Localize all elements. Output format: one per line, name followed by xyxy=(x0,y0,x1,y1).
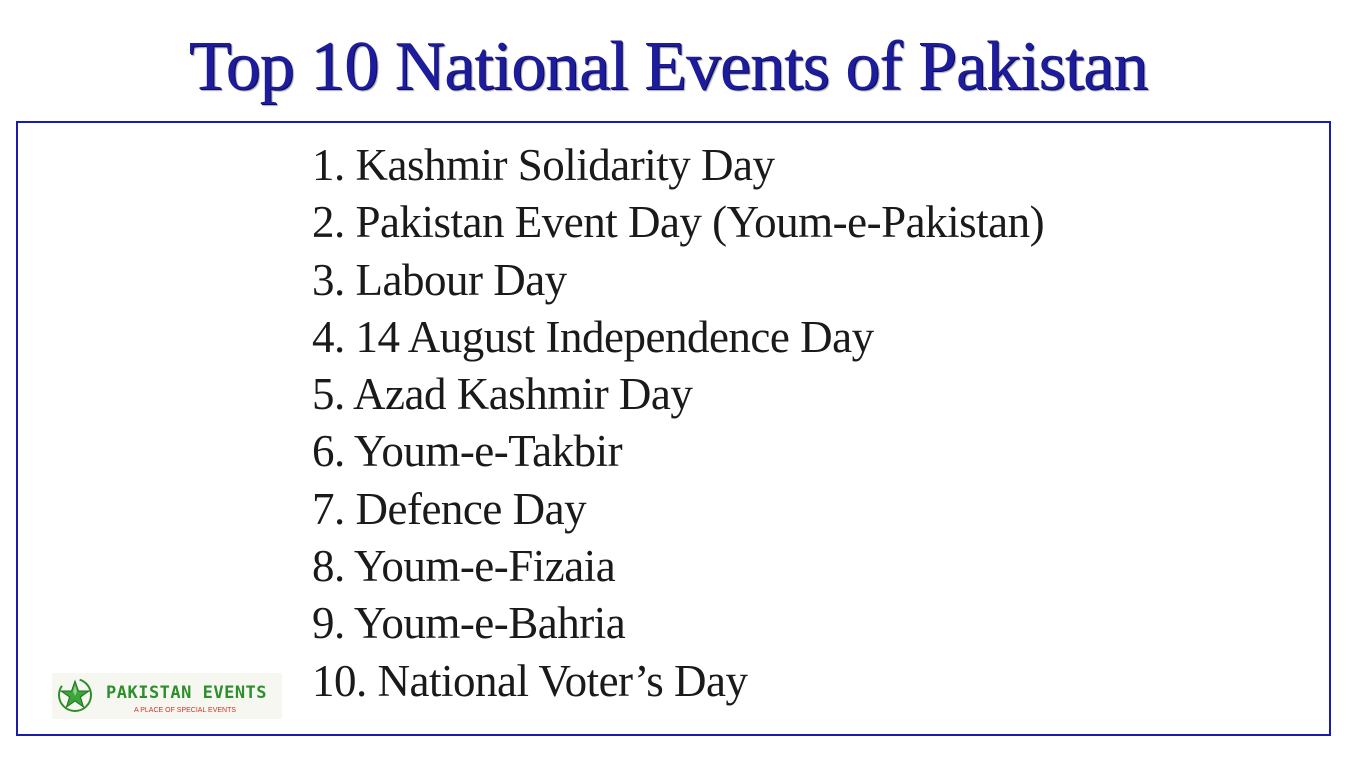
list-item: 7. Defence Day xyxy=(312,483,587,534)
page-title: Top 10 National Events of Pakistan xyxy=(188,28,1148,105)
list-item: 9. Youm-e-Bahria xyxy=(312,598,626,649)
events-list xyxy=(312,137,1044,710)
pakistan-events-logo xyxy=(52,673,282,719)
list-item: 4. 14 August Independence Day xyxy=(312,311,874,362)
list-item: 6. Youm-e-Takbir xyxy=(312,426,623,477)
logo-name: PAKISTAN EVENTS xyxy=(106,683,268,703)
logo-tagline: A PLACE OF SPECIAL EVENTS xyxy=(134,707,237,714)
list-item: 8. Youm-e-Fizaia xyxy=(312,541,616,592)
list-item: 3. Labour Day xyxy=(312,254,567,305)
list-item: 1. Kashmir Solidarity Day xyxy=(312,140,775,190)
list-item: 10. National Voter’s Day xyxy=(312,655,748,706)
list-item: 5. Azad Kashmir Day xyxy=(312,369,693,420)
green-star-icon xyxy=(56,676,94,714)
list-item: 2. Pakistan Event Day (Youm-e-Pakistan) xyxy=(312,197,1045,248)
